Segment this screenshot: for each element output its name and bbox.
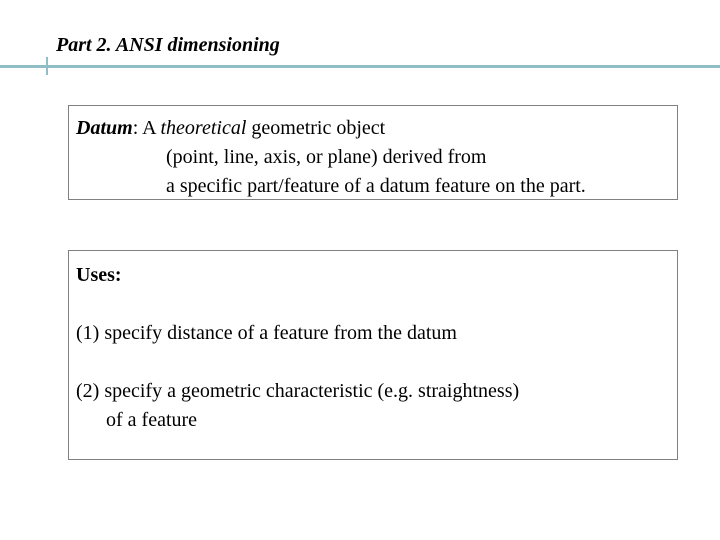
slide-title: Part 2. ANSI dimensioning [56,34,280,56]
uses-box [68,250,678,460]
datum-line-1-rest: geometric object [246,117,386,139]
datum-emphasis: theoretical [160,117,247,139]
uses-gap-1 [76,290,677,319]
uses-item-2-line-1: (2) specify a geometric characteristic (e.g. straightness) [76,380,520,402]
uses-item-2-line-2: of a feature [106,409,198,431]
datum-colon: : A [132,117,161,139]
uses-item-1: (1) specify distance of a feature from the datum [76,322,457,344]
datum-definition-box [68,105,678,200]
datum-line-1 [76,114,677,143]
title-rule-tick [46,57,48,75]
datum-term: Datum [76,117,133,139]
uses-heading: Uses: [76,264,122,286]
title-rule [0,65,720,68]
datum-line-2: (point, line, axis, or plane) derived from [166,146,487,168]
datum-line-3: a specific part/feature of a datum feature on the part. [166,175,586,197]
uses-gap-2 [76,348,677,377]
